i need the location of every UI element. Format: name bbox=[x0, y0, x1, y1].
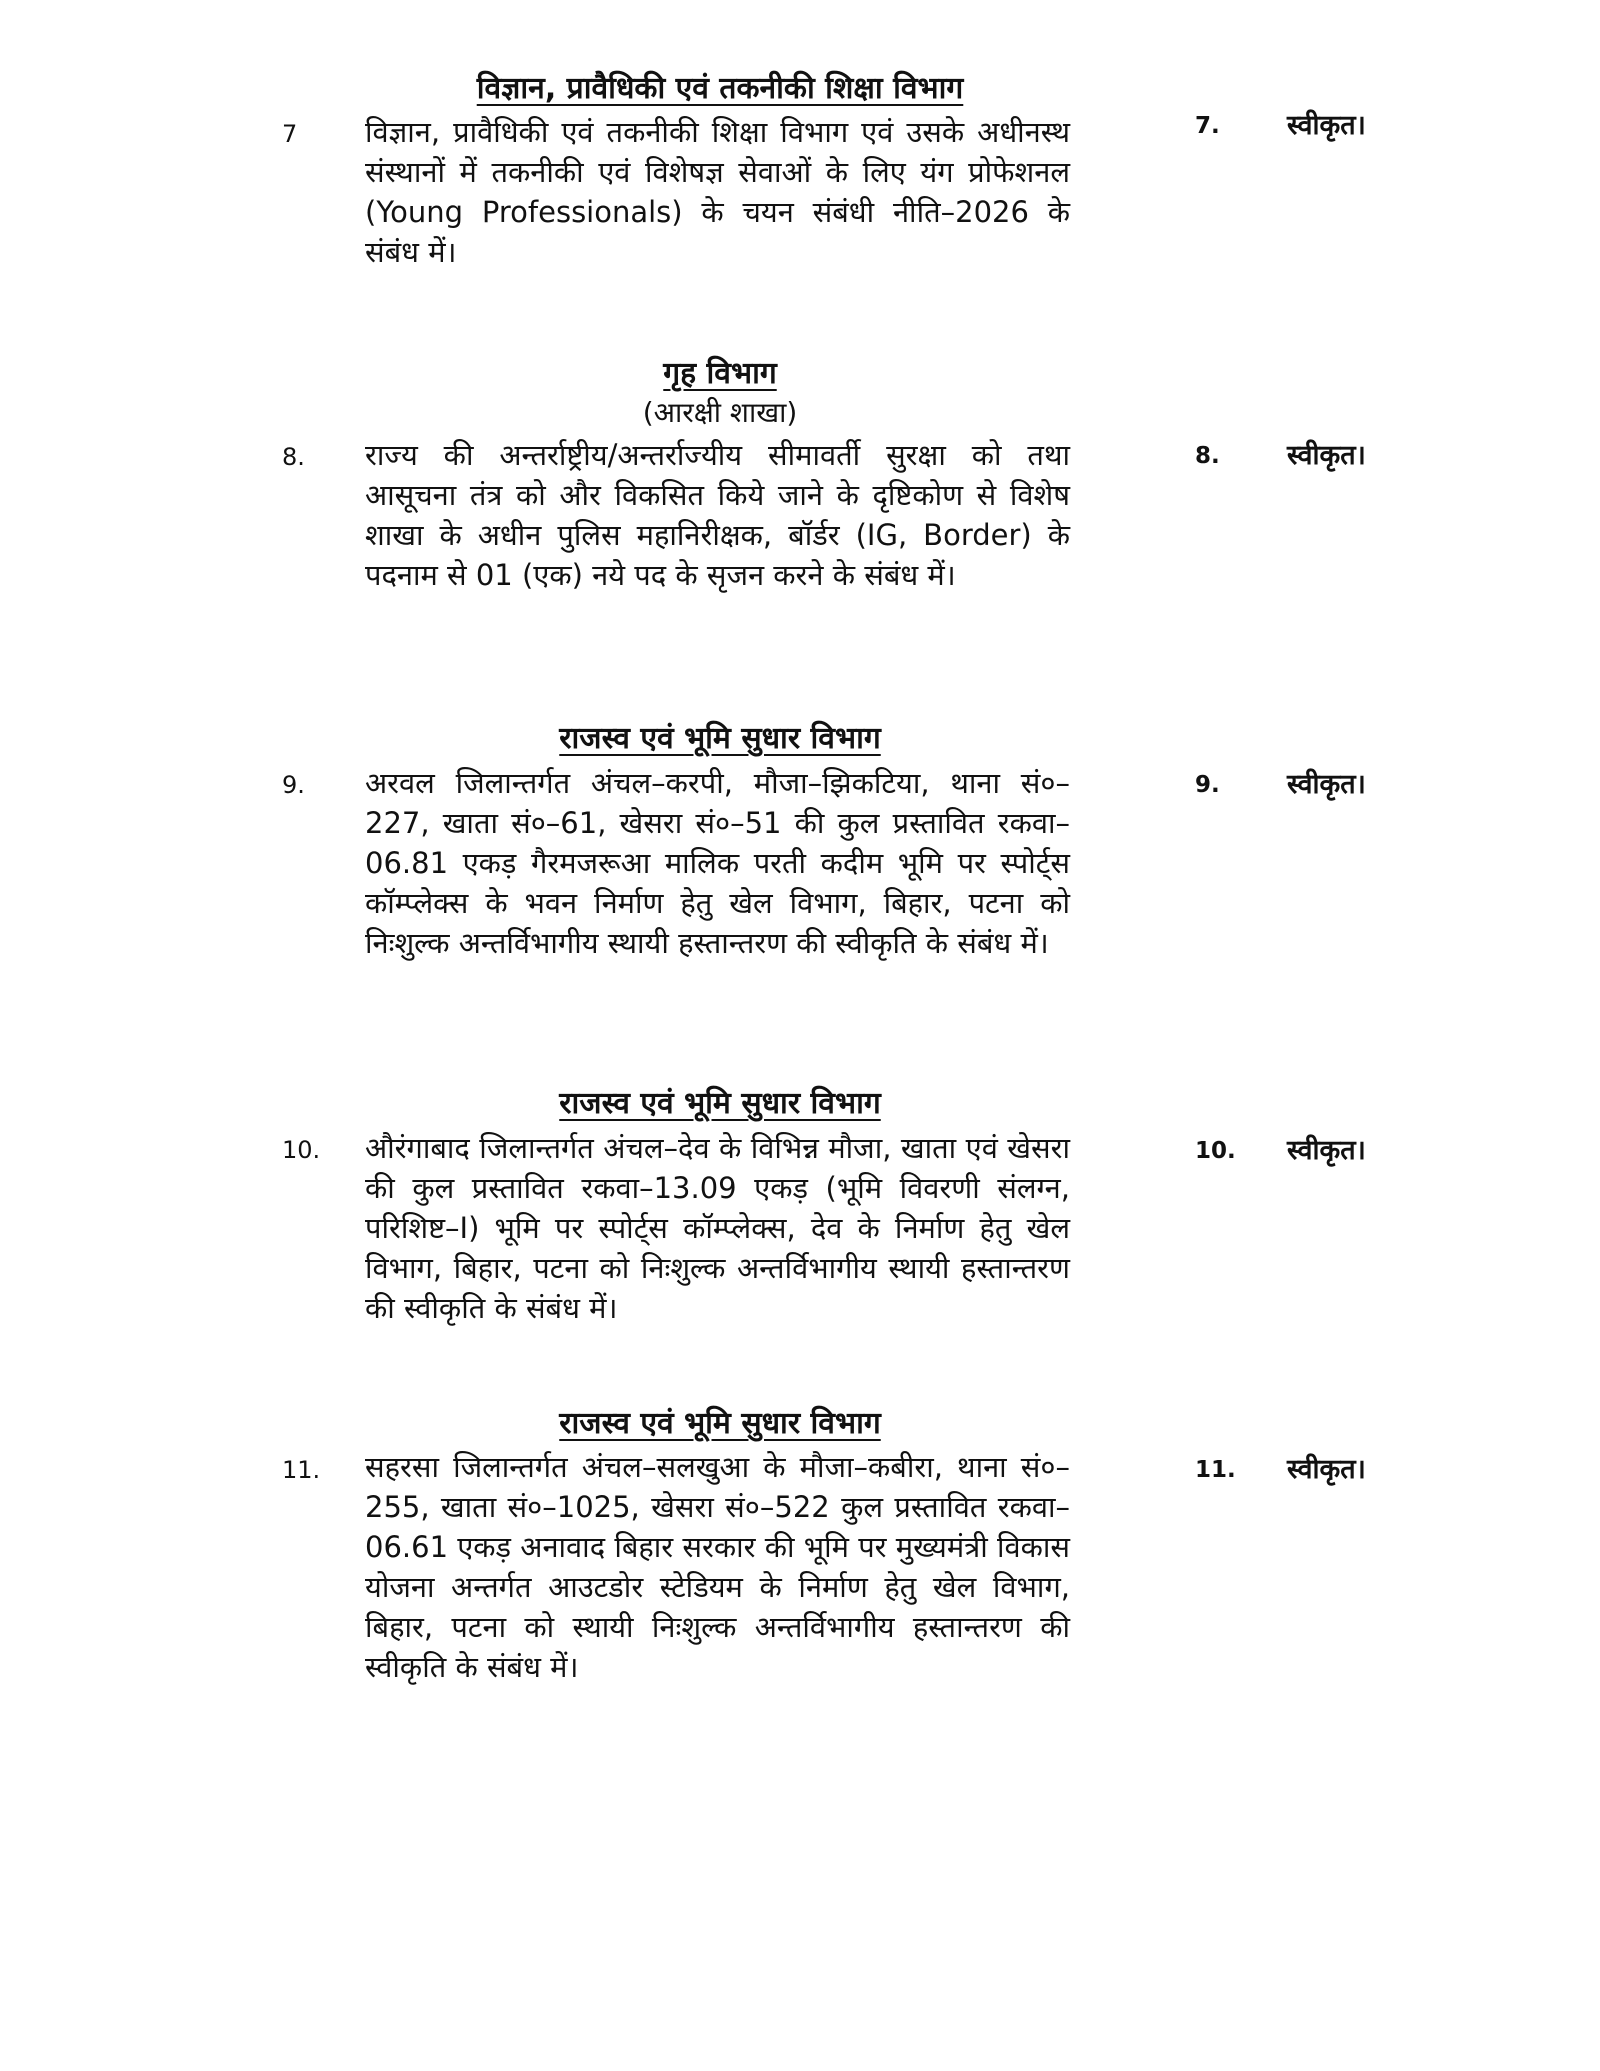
item-number: 8. bbox=[282, 443, 305, 471]
item-description: औरंगाबाद जिलान्तर्गत अंचल–देव के विभिन्न मौजा, खाता एवं खेसरा की कुल प्रस्तावित रकवा–13.09 एकड़ (भूमि विवरणी संलग्न, परिशिष्ट–I) भूमि पर स्पोर्ट्स कॉम्प्लेक्स, देव के निर्माण हेतु खेल विभाग, बिहार, पटना को निःशुल्क अन्तर्विभागीय स्थायी हस्तान्तरण की स्वीकृति के संबंध में। bbox=[365, 1131, 1070, 1325]
item-number: 11. bbox=[282, 1456, 321, 1484]
item-number: 9. bbox=[282, 771, 305, 799]
status-approved: स्वीकृत। bbox=[1287, 769, 1366, 800]
department-heading-text: विज्ञान, प्रावैधिकी एवं तकनीकी शिक्षा विभाग bbox=[476, 71, 964, 106]
item-number: 7 bbox=[282, 120, 298, 148]
status-number: 10. bbox=[1195, 1138, 1236, 1164]
status-number: 9. bbox=[1195, 772, 1220, 798]
status-approved: स्वीकृत। bbox=[1287, 440, 1366, 471]
department-heading bbox=[365, 355, 1075, 393]
department-subheading: (आरक्षी शाखा) bbox=[642, 396, 798, 429]
item-description: राज्य की अन्तर्राष्ट्रीय/अन्तर्राज्यीय सीमावर्ती सुरक्षा को तथा आसूचना तंत्र को और विकसित किये जाने के दृष्टिकोण से विशेष शाखा के अधीन पुलिस महानिरीक्षक, बॉर्डर (IG, Border) के पदनाम से 01 (एक) नये पद के सृजन करने के संबंध में। bbox=[365, 438, 1070, 592]
department-heading bbox=[365, 720, 1075, 758]
status-approved: स्वीकृत। bbox=[1287, 1454, 1366, 1485]
item-description: अरवल जिलान्तर्गत अंचल–करपी, मौजा–झिकटिया, थाना सं०–227, खाता सं०–61, खेसरा सं०–51 की कुल प्रस्तावित रकवा–06.81 एकड़ गैरमजरूआ मालिक परती कदीम भूमि पर स्पोर्ट्स कॉम्प्लेक्स के भवन निर्माण हेतु खेल विभाग, बिहार, पटना को निःशुल्क अन्तर्विभागीय स्थायी हस्तान्तरण की स्वीकृति के संबंध में। bbox=[365, 766, 1070, 960]
status-number: 7. bbox=[1195, 113, 1220, 139]
status-approved: स्वीकृत। bbox=[1287, 1135, 1366, 1166]
department-heading-text: गृह विभाग bbox=[663, 356, 777, 391]
item-number: 10. bbox=[282, 1136, 321, 1164]
status-number: 11. bbox=[1195, 1457, 1236, 1483]
department-heading bbox=[365, 70, 1075, 108]
department-heading bbox=[365, 1085, 1075, 1123]
department-heading-text: राजस्व एवं भूमि सुधार विभाग bbox=[559, 1406, 881, 1441]
department-heading-text: राजस्व एवं भूमि सुधार विभाग bbox=[559, 1086, 881, 1121]
item-description: सहरसा जिलान्तर्गत अंचल–सलखुआ के मौजा–कबीरा, थाना सं०–255, खाता सं०–1025, खेसरा सं०–522 कुल प्रस्तावित रकवा–06.61 एकड़ अनावाद बिहार सरकार की भूमि पर मुख्यमंत्री विकास योजना अन्तर्गत आउटडोर स्टेडियम के निर्माण हेतु खेल विभाग, बिहार, पटना को स्थायी निःशुल्क अन्तर्विभागीय हस्तान्तरण की स्वीकृति के संबंध में। bbox=[365, 1450, 1070, 1684]
department-heading bbox=[365, 1405, 1075, 1443]
status-approved: स्वीकृत। bbox=[1287, 110, 1366, 141]
department-heading-text: राजस्व एवं भूमि सुधार विभाग bbox=[559, 721, 881, 756]
status-number: 8. bbox=[1195, 443, 1220, 469]
item-description: विज्ञान, प्रावैधिकी एवं तकनीकी शिक्षा विभाग एवं उसके अधीनस्थ संस्थानों में तकनीकी एवं विशेषज्ञ सेवाओं के लिए यंग प्रोफेशनल (Young Professionals) के चयन संबंधी नीति–2026 के संबंध में। bbox=[365, 115, 1070, 269]
